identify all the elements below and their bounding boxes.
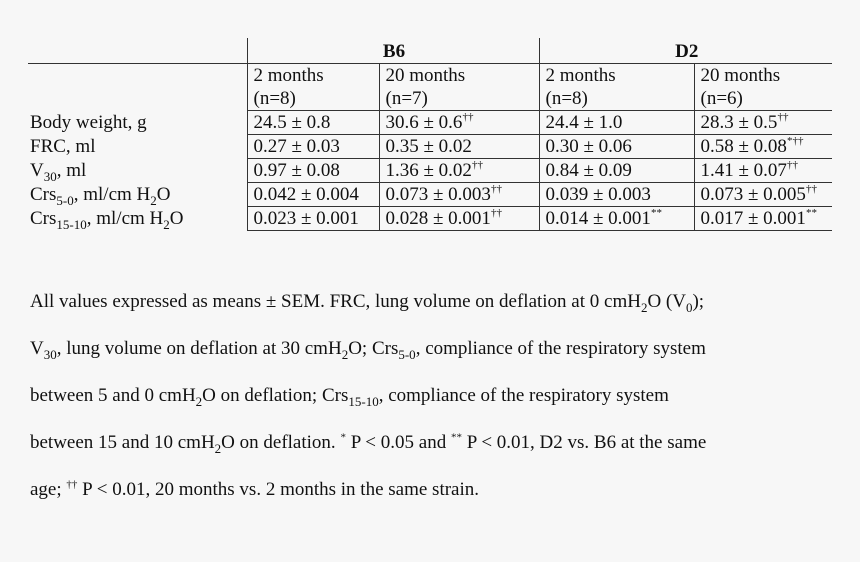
row-label: Body weight, g — [30, 111, 147, 133]
n-label: (n=8) — [253, 88, 296, 109]
n-label: (n=6) — [700, 88, 743, 109]
table-footnote: All values expressed as means ± SEM. FRC, lung volume on deflation at 0 cmH$_2$O $(V_0)$; $V_{30}$, lung volume on deflation at 30 cmH$_2$O; Crs$_{5-0}$, compliance of the respiratory system between 5 and 0 cmH$_2$O on deflation; Crs$_{15-10}$, compliance of the respiratory system between 15 and 10 cmH$_2$O on deflation. * P < 0.05 and ** P < 0.01, D2 vs. B6 at the same age; †† P < 0.01, 20 months vs. 2 months in the same strain. — [30, 291, 707, 500]
n-label: (n=8) — [545, 88, 588, 109]
table-cell: 0.014 ± 0.001** — [539, 207, 694, 231]
empty-corner — [28, 38, 247, 64]
table-row — [28, 183, 832, 207]
significance-mark: †† — [462, 110, 474, 123]
age-label: 2 months — [253, 65, 324, 86]
table-row — [28, 135, 832, 159]
empty-corner — [28, 64, 247, 111]
age-label: 20 months — [700, 65, 781, 86]
group-header-b6: B6 — [247, 38, 539, 64]
table-cell: 24.5 ± 0.8 — [247, 111, 379, 135]
column-header-row — [28, 64, 832, 111]
table-cell: 0.023 ± 0.001 — [247, 207, 379, 231]
significance-mark: ** — [650, 206, 662, 219]
significance-mark: †† — [490, 182, 502, 195]
significance-mark: †† — [471, 158, 483, 171]
row-label: Crs$_{15-10}$, ml/cm $H_2O$ — [30, 207, 184, 232]
age-label: 2 months — [545, 65, 616, 86]
table-cell: 0.042 ± 0.004 — [247, 183, 379, 207]
group-header-d2: D2 — [539, 38, 832, 64]
column-header — [247, 64, 379, 111]
significance-mark: †† — [786, 158, 798, 171]
significance-mark: †† — [805, 182, 817, 195]
table-row — [28, 207, 832, 231]
significance-mark: †† — [490, 206, 502, 219]
significance-mark: †† — [777, 110, 789, 123]
table-cell: 0.30 ± 0.06 — [539, 135, 694, 159]
table-cell: 30.6 ± 0.6†† — [379, 111, 539, 135]
n-label: (n=7) — [385, 88, 428, 109]
significance-mark: *†† — [786, 134, 804, 147]
table-cell: 0.073 ± 0.005†† — [694, 183, 832, 207]
table-cell: 24.4 ± 1.0 — [539, 111, 694, 135]
row-label: Crs$_{5-0}$, ml/cm $H_2O$ — [30, 183, 171, 208]
significance-mark: ** — [805, 206, 817, 219]
table-cell: 0.84 ± 0.09 — [539, 159, 694, 183]
column-header — [379, 64, 539, 111]
table-cell: 0.58 ± 0.08*†† — [694, 135, 832, 159]
table-row — [28, 159, 832, 183]
table-cell: 1.36 ± 0.02†† — [379, 159, 539, 183]
table-row — [28, 111, 832, 135]
row-label: FRC, ml — [30, 135, 96, 157]
table-cell: 28.3 ± 0.5†† — [694, 111, 832, 135]
table-cell: 0.028 ± 0.001†† — [379, 207, 539, 231]
table-cell: 0.27 ± 0.03 — [247, 135, 379, 159]
table-cell: 0.97 ± 0.08 — [247, 159, 379, 183]
table-cell: 0.039 ± 0.003 — [539, 183, 694, 207]
row-label: $V_{30}$, ml — [30, 159, 87, 184]
table-cell: 0.35 ± 0.02 — [379, 135, 539, 159]
column-header — [539, 64, 694, 111]
age-label: 20 months — [385, 65, 466, 86]
column-header — [694, 64, 832, 111]
table-cell: 0.073 ± 0.003†† — [379, 183, 539, 207]
group-header-row — [28, 38, 832, 64]
data-table-container — [28, 38, 832, 231]
table-cell: 1.41 ± 0.07†† — [694, 159, 832, 183]
table-cell: 0.017 ± 0.001** — [694, 207, 832, 231]
data-table — [28, 38, 832, 231]
